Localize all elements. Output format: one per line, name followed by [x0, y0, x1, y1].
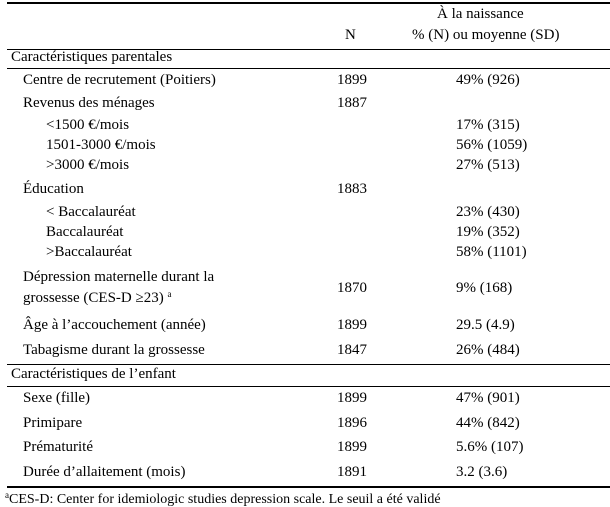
row-value: 44% (842)	[456, 415, 520, 431]
row-value: 27% (513)	[456, 157, 520, 173]
row-n: 1891	[337, 464, 367, 480]
row-label: Sexe (fille)	[23, 390, 91, 406]
column-header-n: N	[345, 27, 356, 43]
row-value: 49% (926)	[456, 72, 520, 88]
row-value: 26% (484)	[456, 342, 520, 358]
row-value: 58% (1101)	[456, 244, 527, 260]
section-title-parental: Caractéristiques parentales	[11, 49, 173, 65]
row-n: 1887	[337, 95, 367, 111]
row-label: Primipare	[23, 415, 83, 431]
row-label: Centre de recrutement (Poitiers)	[23, 72, 216, 88]
row-label: Durée d’allaitement (mois)	[23, 464, 186, 480]
row-value: 17% (315)	[456, 117, 520, 133]
row-n: 1899	[337, 317, 367, 333]
footnote-marker: a	[5, 490, 9, 500]
row-label: Tabagisme durant la grossesse	[23, 342, 205, 358]
column-header-birth-line1: À la naissance	[437, 6, 524, 22]
row-value: 56% (1059)	[456, 137, 528, 153]
footnote-text: CES-D: Center for idemiologic studies depression scale. Le seuil a été validé	[9, 492, 441, 507]
row-label: Éducation	[23, 181, 84, 197]
section-rule	[7, 386, 610, 387]
row-n: 1899	[337, 72, 367, 88]
footnote	[5, 491, 441, 507]
row-label: >3000 €/mois	[46, 157, 130, 173]
row-label: Dépression maternelle durant la	[23, 269, 215, 285]
row-n: 1899	[337, 439, 367, 455]
column-header-birth-line2: % (N) ou moyenne (SD)	[412, 27, 560, 43]
row-value: 3.2 (3.6)	[456, 464, 508, 480]
row-label: 1501-3000 €/mois	[46, 137, 156, 153]
row-n: 1870	[337, 280, 367, 296]
table-top-rule	[7, 2, 610, 4]
row-value: 9% (168)	[456, 280, 513, 296]
row-value: 47% (901)	[456, 390, 520, 406]
table-bottom-rule	[7, 486, 610, 488]
section-title-child: Caractéristiques de l’enfant	[11, 366, 176, 382]
row-label: <1500 €/mois	[46, 117, 130, 133]
row-value: 19% (352)	[456, 224, 520, 240]
row-label: Âge à l’accouchement (année)	[23, 317, 206, 333]
section-rule	[7, 68, 610, 69]
row-value: 29.5 (4.9)	[456, 317, 515, 333]
row-label: Revenus des ménages	[23, 95, 155, 111]
row-n: 1883	[337, 181, 367, 197]
row-label: >Baccalauréat	[46, 244, 132, 260]
row-label: Prématurité	[23, 439, 93, 455]
row-value: 23% (430)	[456, 204, 520, 220]
row-value: 5.6% (107)	[456, 439, 524, 455]
row-n: 1899	[337, 390, 367, 406]
row-n: 1847	[337, 342, 367, 358]
row-label: Baccalauréat	[46, 224, 124, 240]
footnote-marker: a	[167, 289, 172, 299]
row-n: 1896	[337, 415, 367, 431]
row-label-continued: grossesse (CES-D ≥23) $^a$	[23, 289, 172, 306]
section-rule	[7, 364, 610, 365]
row-label: < Baccalauréat	[46, 204, 136, 220]
